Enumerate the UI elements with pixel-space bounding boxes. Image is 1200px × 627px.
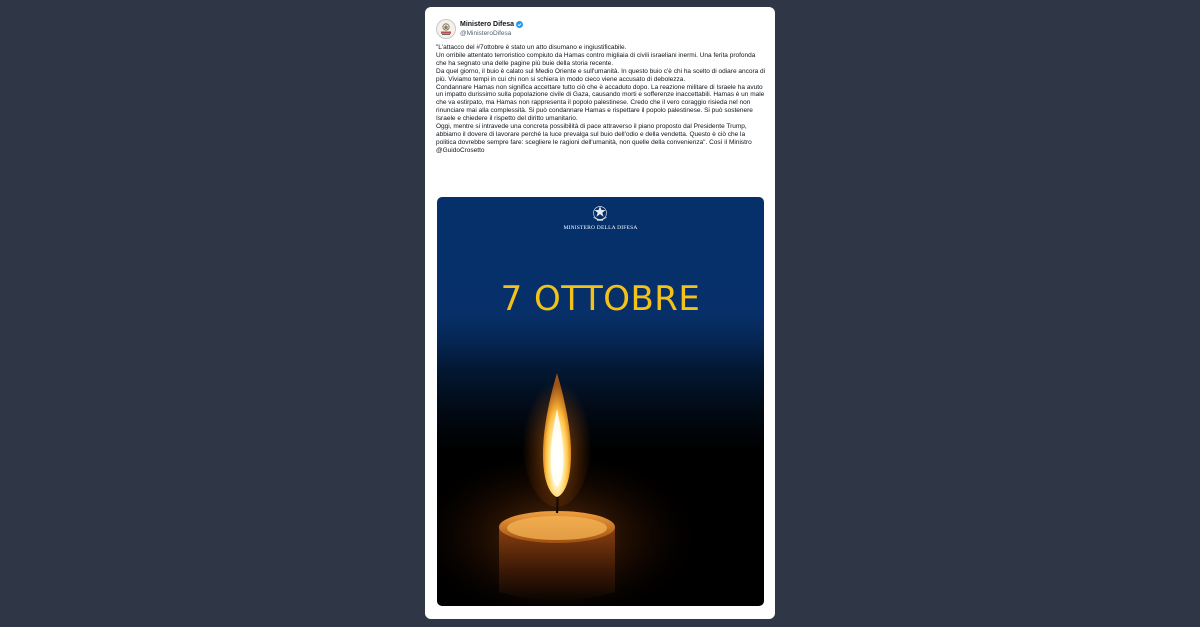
tweet-paragraph: Da quel giorno, il buio è calato sul Medio Oriente e sull'umanità. In questo buio c'è chi ha scelto di odiare ancora di più. Viviamo tempi in cui chi non si schiera in modo cieco viene accusato di debolezza. (436, 67, 766, 83)
tweet-media-image[interactable] (437, 197, 764, 606)
verified-badge-icon (516, 21, 523, 28)
account-handle[interactable]: @MinisteroDifesa (460, 30, 512, 37)
tweet-paragraph: "L'attacco del #7ottobre è stato un atto disumano e ingiustificabile. (436, 44, 627, 51)
tweet-paragraph: Condannare Hamas non significa accettare tutto ciò che è accaduto dopo. La reazione militare di Israele ha avuto un impatto durissimo sulla popolazione civile di Gaza, causando morti e sofferenze inaccettabili. Hamas è un male che va estirpato, ma Hamas non rappresenta il popolo palestinese. Credo che il vero coraggio risieda nel non rinunciare mai alla complessità. Si può condannare Hamas e rispettare il popolo palestinese. Si può sostenere Israele e chiedere il rispetto del diritto umanitario. (436, 83, 765, 123)
tweet-paragraph: Oggi, mentre si intravede una concreta possibilità di pace attraverso il piano proposto dal Presidente Trump, abbiamo il dovere di lavorare perché la luce prevalga sul buio dell'odio e della vendetta. Questo è ciò che la politica dovrebbe sempre fare: scegliere le ragioni dell'umanità, non quelle della convenienza". Così il Ministro @GuidoCrosetto (436, 123, 752, 154)
display-name-row (460, 20, 523, 29)
ministry-label: MINISTERO DELLA DIFESA (563, 225, 638, 231)
account-names (460, 20, 523, 38)
avatar[interactable] (436, 19, 456, 39)
date-headline: 7 OTTOBRE (500, 279, 701, 319)
ministry-emblem-icon (438, 21, 454, 37)
candle-illustration (437, 347, 764, 606)
tweet-card (425, 7, 775, 619)
display-name[interactable]: Ministero Difesa (460, 21, 515, 28)
italian-republic-emblem-icon (590, 204, 610, 224)
tweet-header (436, 17, 523, 41)
tweet-text (436, 44, 766, 155)
tweet-paragraph: Un orribile attentato terroristico compiuto da Hamas contro migliaia di civili israeliani inermi. Una ferita profonda che ha segnato una delle pagine più buie della storia recente. (436, 51, 756, 67)
